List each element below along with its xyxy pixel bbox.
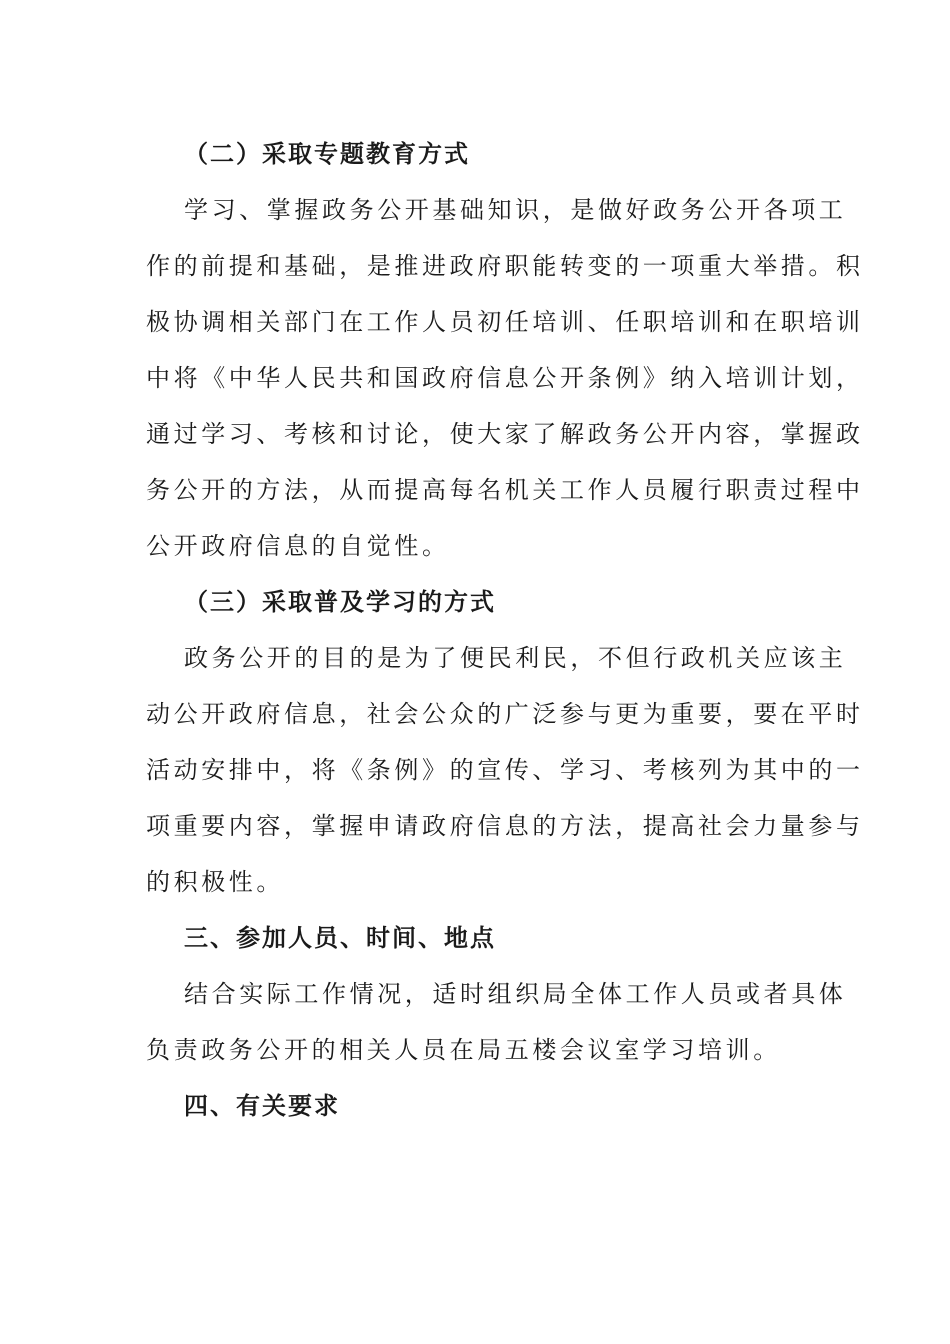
paragraph-popular-learning (146, 630, 864, 910)
subheading-2: （二）采取专题教育方式 (184, 139, 470, 168)
paragraph-topical-education (146, 182, 864, 574)
paragraph-line: 结合实际工作情况，适时组织局全体工作人员或者具体 (184, 980, 847, 1008)
section-heading-4: 四、有关要求 (184, 1091, 340, 1120)
paragraph-line: 学习、掌握政务公开基础知识，是做好政务公开各项工 (184, 196, 847, 224)
paragraph-line: 公开政府信息的自觉性。 (146, 532, 450, 560)
paragraph-line: 活动安排中，将《条例》的宣传、学习、考核列为其中的一 (146, 756, 864, 784)
paragraph-line: 政务公开的目的是为了便民利民，不但行政机关应该主 (184, 644, 847, 672)
paragraph-line: 中将《中华人民共和国政府信息公开条例》纳入培训计划， (146, 364, 864, 392)
subheading-3: （三）采取普及学习的方式 (184, 587, 496, 616)
paragraph-line: 的积极性。 (146, 868, 284, 896)
paragraph-line: 负责政务公开的相关人员在局五楼会议室学习培训。 (146, 1036, 781, 1064)
paragraph-line: 极协调相关部门在工作人员初任培训、任职培训和在职培训 (146, 308, 864, 336)
paragraph-line: 动公开政府信息，社会公众的广泛参与更为重要，要在平时 (146, 700, 864, 728)
section-heading-3: 三、参加人员、时间、地点 (184, 923, 496, 952)
paragraph-participants (146, 966, 847, 1078)
paragraph-line: 通过学习、考核和讨论，使大家了解政务公开内容，掌握政 (146, 420, 864, 448)
document-body (146, 126, 864, 1134)
paragraph-line: 务公开的方法，从而提高每名机关工作人员履行职责过程中 (146, 476, 864, 504)
paragraph-line: 项重要内容，掌握申请政府信息的方法，提高社会力量参与 (146, 812, 864, 840)
paragraph-line: 作的前提和基础，是推进政府职能转变的一项重大举措。积 (146, 252, 864, 280)
